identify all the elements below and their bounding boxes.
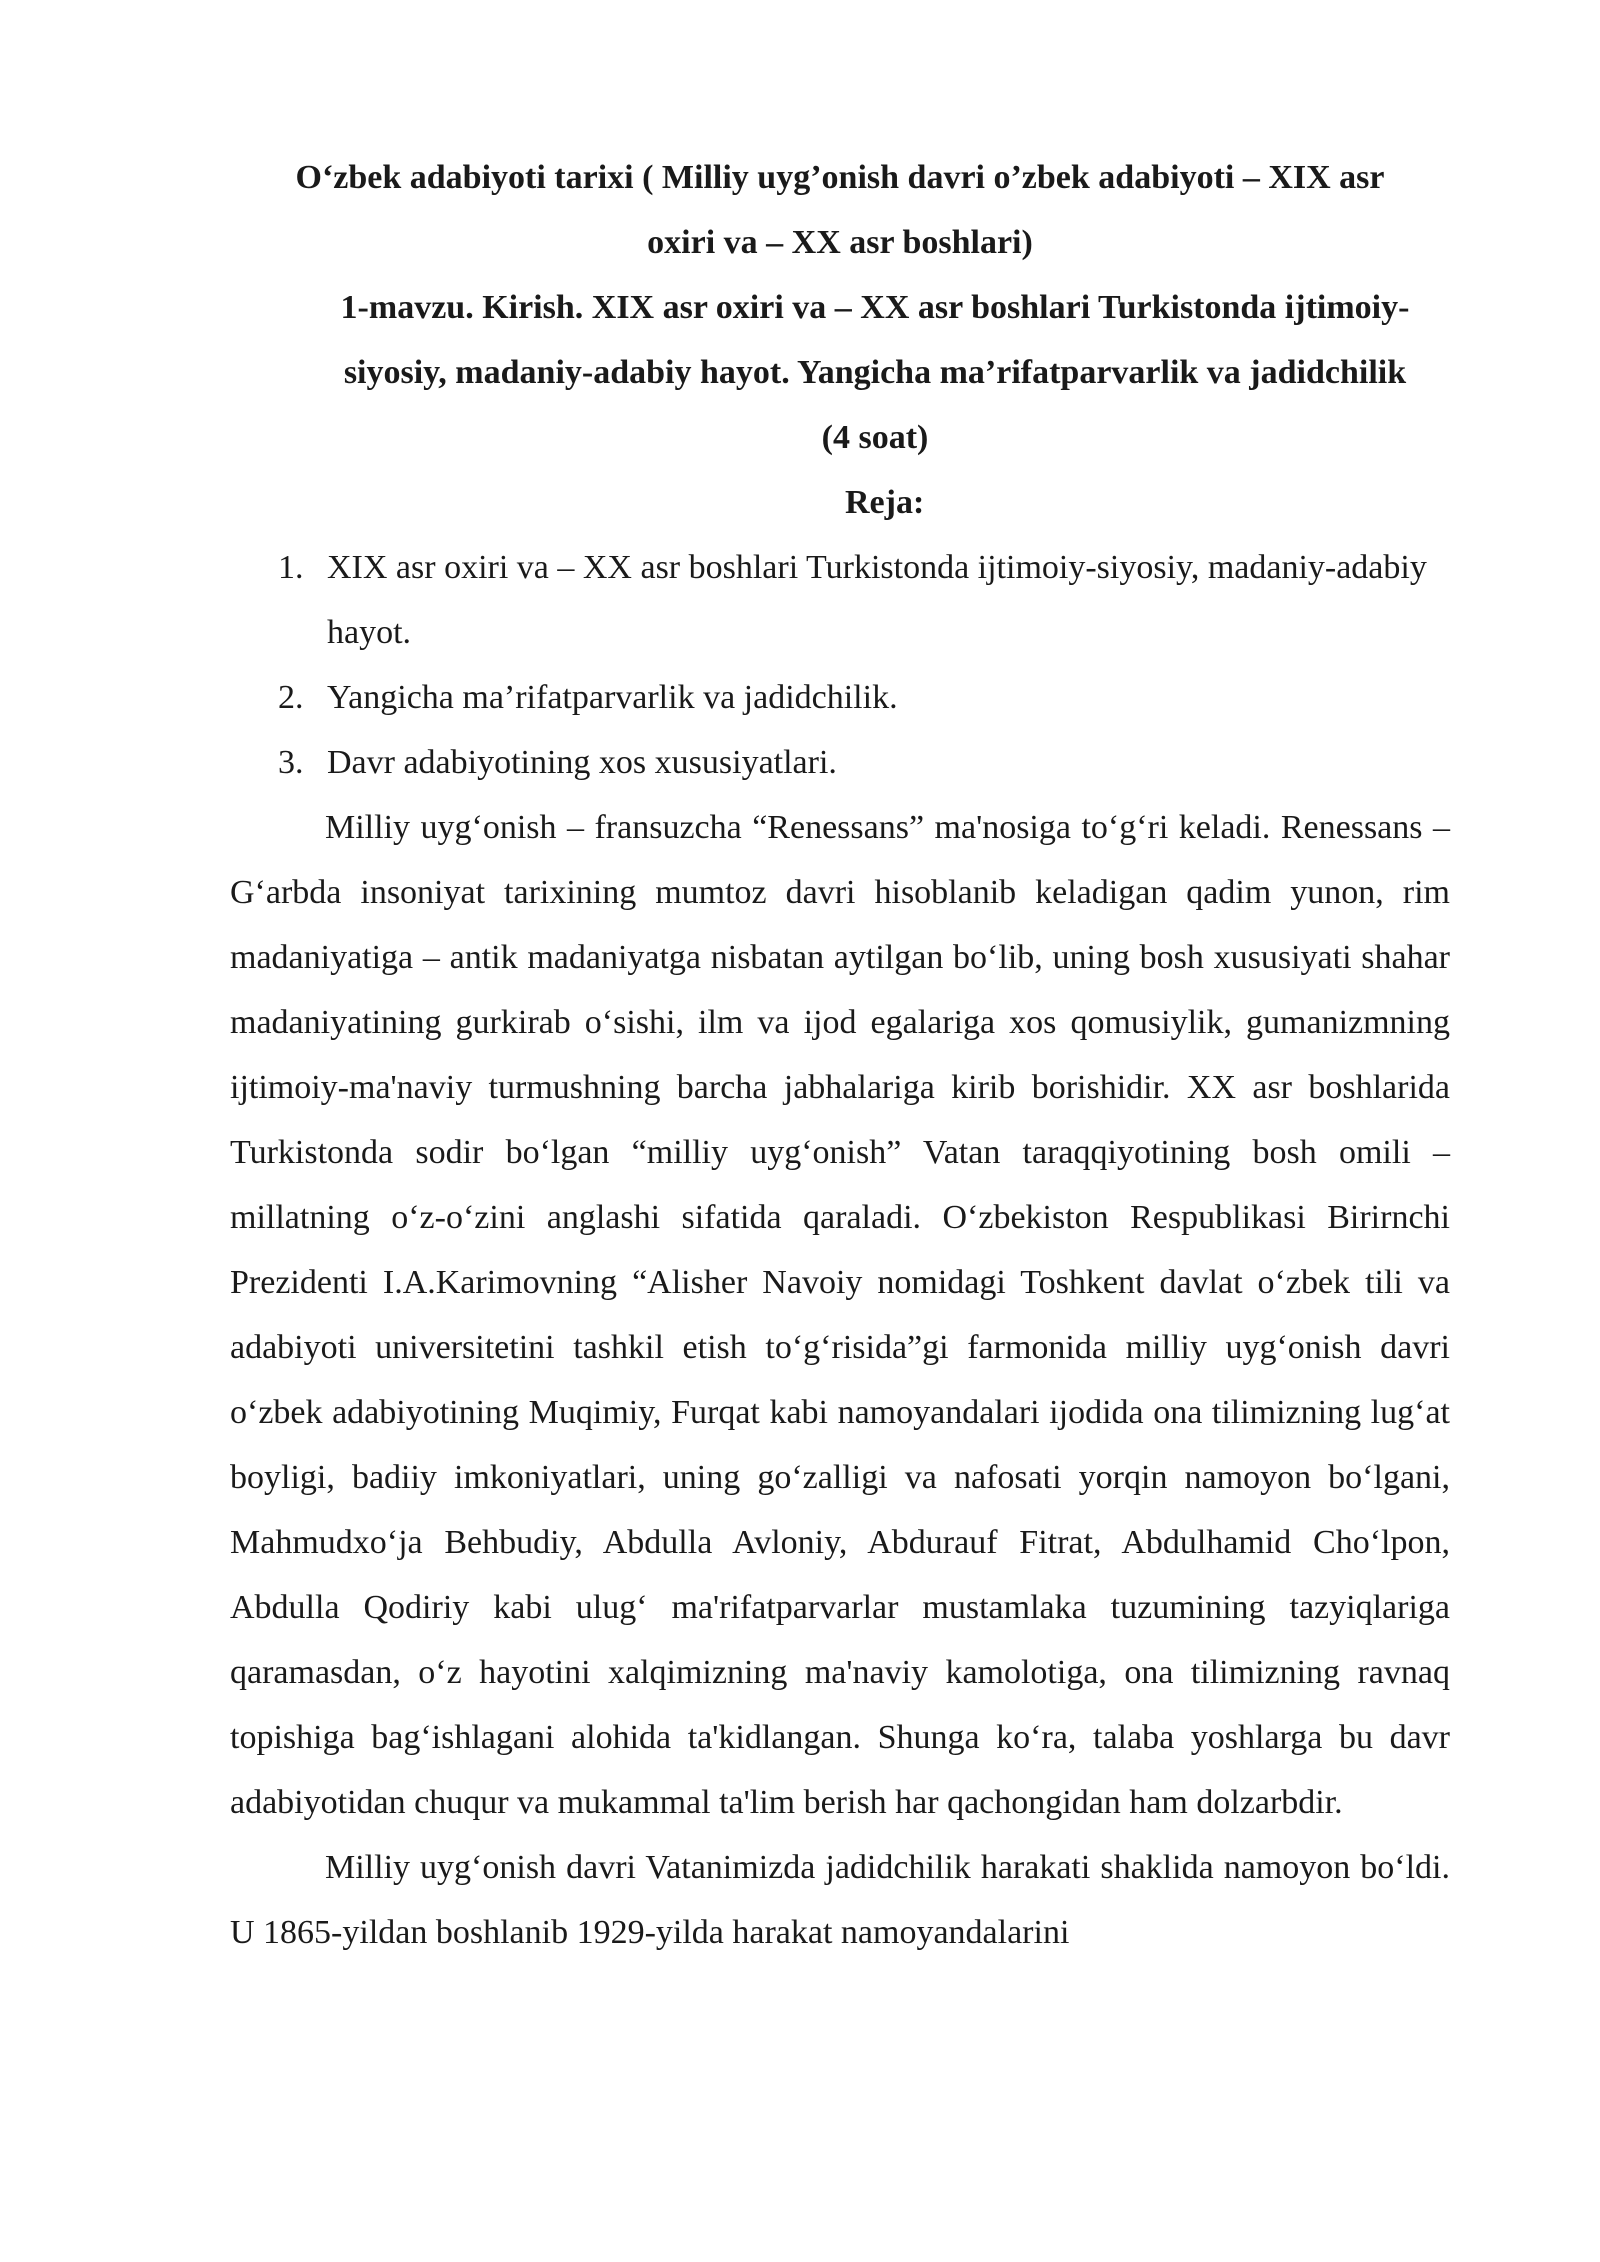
plan-item-text: Davr adabiyotining xos xususiyatlari.: [327, 744, 837, 781]
plan-item-text: XIX asr oxiri va – XX asr boshlari Turkistonda ijtimoiy-siyosiy, madaniy-adabiy hayot.: [327, 549, 1427, 651]
plan-item-number: 3.: [278, 744, 304, 781]
plan-item: [230, 730, 1450, 795]
topic-heading: 1-mavzu. Kirish. XIX asr oxiri va – XX asr boshlari Turkistonda ijtimoiy-siyosiy, madaniy-adabiy hayot. Yangicha ma’rifatparvarlik va jadidchilik (4 soat): [340, 289, 1410, 456]
title-line-1: O‘zbek adabiyoti tarixi ( Milliy uyg’onish davri o’zbek adabiyoti – XIX asr: [295, 159, 1385, 196]
plan-item: [230, 665, 1450, 730]
plan-heading: Reja:: [845, 484, 925, 521]
title-line-2: oxiri va – XX asr boshlari): [647, 224, 1033, 261]
plan-item-text: Yangicha ma’rifatparvarlik va jadidchilik.: [327, 679, 898, 716]
document-title: [230, 145, 1450, 275]
plan-item-number: 1.: [278, 549, 304, 586]
plan-list: [230, 535, 1450, 795]
plan-item-number: 2.: [278, 679, 304, 716]
body-paragraph: Milliy uyg‘onish – fransuzcha “Renessans” ma'nosiga to‘g‘ri keladi. Renessans – G‘arbda insoniyat tarixining mumtoz davri hisoblanib keladigan qadim yunon, rim madaniyatiga – antik madaniyatga nisbatan aytilgan bo‘lib, uning bosh xususiyati shahar madaniyatining gurkirab o‘sishi, ilm va ijod egalariga xos qomusiylik, gumanizmning ijtimoiy-ma'naviy turmushning barcha jabhalariga kirib borishidir. XX asr boshlarida Turkistonda sodir bo‘lgan “milliy uyg‘onish” Vatan taraqqiyotining bosh omili – millatning o‘z-o‘zini anglashi sifatida qaraladi. O‘zbekiston Respublikasi Birirnchi Prezidenti I.A.Karimovning “Alisher Navoiy nomidagi Toshkent davlat o‘zbek tili va adabiyoti universitetini tashkil etish to‘g‘risida”gi farmonida milliy uyg‘onish davri o‘zbek adabiyotining Muqimiy, Furqat kabi namoyandalari ijodida ona tilimizning lug‘at boyligi, badiiy imkoniyatlari, uning go‘zalligi va nafosati yorqin namoyon bo‘lgani, Mahmudxo‘ja Behbudiy, Abdulla Avloniy, Abdurauf Fitrat, Abdulhamid Cho‘lpon, Abdulla Qodiriy kabi ulug‘ ma'rifatparvarlar mustamlaka tuzumining tazyiqlariga qaramasdan, o‘z hayotini xalqimizning ma'naviy kamolotiga, ona tilimizning ravnaq topishiga bag‘ishlagani alohida ta'kidlangan. Shunga ko‘ra, talaba yoshlarga bu davr adabiyotidan chuqur va mukammal ta'lim berish har qachongidan ham dolzarbdir.: [230, 809, 1450, 1821]
document-body: [230, 145, 1450, 1965]
body-paragraph: Milliy uyg‘onish davri Vatanimizda jadidchilik harakati shaklida namoyon bo‘ldi. U 1865-yildan boshlanib 1929-yilda harakat namoyandalarini: [230, 1849, 1450, 1951]
plan-item: [230, 535, 1450, 665]
